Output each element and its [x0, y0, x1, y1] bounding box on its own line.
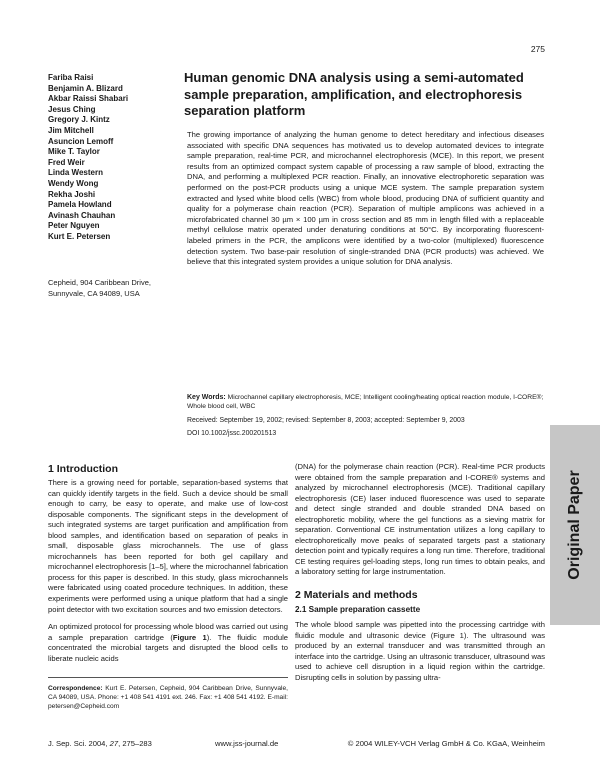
author-name: Rekha Joshi [48, 189, 96, 199]
cassette-heading: 2.1 Sample preparation cassette [295, 605, 421, 614]
author-name: Mike T. Taylor [48, 147, 100, 157]
correspondence-text: Kurt E. Petersen, Cepheid, 904 Caribbean Drive, Sunnyvale, CA 94089, USA. Phone: +1 408 541 4191 ext. 246. Fax: +1 408 541 4192. E-mail: petersen@Cepheid.com [48, 685, 288, 711]
right-paragraph-1: (DNA) for the polymerase chain reaction (PCR). Real-time PCR products were obtained from the sample preparation and I-CORE® systems and analyzed by microchannel electrophoresis (MCE). Traditional capillary electrophoresis (CE) laser induced fluorescence was used to separate and detect single stranded and double stranded DNA based on electrophoretic mobility, where the gel functions as a sieving matrix for separation. Conventional CE instrumentation utilizes a long capillary to electrophoretically move peaks of separated targets past a stationary detection point and typically requires a long run time. Therefore, traditional CE testing requires gel-loading steps, long run times to obtain peaks, and a laboratory setting for large instrumentation. [295, 462, 545, 577]
doi: DOI 10.1002/jssc.200201513 [187, 430, 277, 437]
author-list [48, 73, 178, 243]
footer-copyright: © 2004 WILEY-VCH Verlag GmbH & Co. KGaA, Weinheim [347, 739, 545, 748]
correspondence-note [48, 684, 288, 712]
figure-ref-link[interactable]: Figure 1 [172, 632, 207, 642]
keywords-label: Key Words: [187, 394, 226, 401]
author-name: Fred Weir [48, 157, 85, 167]
keywords-text: Microchannel capillary electrophoresis, MCE; Intelligent cooling/heating optical reaction module, I-CORE®; Whole blood cell, WBC [187, 394, 544, 411]
author-name: Benjamin A. Blizard [48, 83, 123, 93]
correspondence-label: Correspondence: [48, 685, 103, 692]
author-name: Wendy Wong [48, 178, 99, 188]
intro-text-b: ). The fluidic module concentrated the microbial targets and disrupted the blood cells to liberate nucleic acids [48, 632, 288, 663]
author-name: Jim Mitchell [48, 125, 94, 135]
footer-url[interactable]: www.jss-journal.de [215, 739, 279, 748]
author-name: Peter Nguyen [48, 221, 100, 231]
author-name: Akbar Raissi Shabari [48, 94, 129, 104]
intro-text-a: An optimized protocol for processing whole blood was carried out using a sample preparation cartridge ( [48, 622, 288, 642]
intro-paragraph-1: There is a growing need for portable, separation-based systems that can quickly identify targets in the field. Such a device should be small enough to carry, be easy to operate, and make use of low-cost disposable components. The significant steps in the development of such integrated systems are target purification and amplification from blood samples, and identification based on separation of peaks in small, disposable glass microchannels. The use of glass microchannels has been reported for both gel capillary and microchannel electrophoresis [1–5], where the microchannel fabrication process for this paper is described. In this study, glass microchannels were fabricated using coated procedure techniques. In addition, these experiments were performed using a unique platform that had a single point detector with two excitation sources and two emission detectors. [48, 478, 288, 614]
cassette-paragraph: The whole blood sample was pipetted into the processing cartridge with fluidic module and ultrasonic device (Figure 1). The ultrasound was produced by an external transducer and was transmitted through an interface into the cartridge. Using an ultrasonic transducer, ultrasound was used to achieve cell disruption in a liquid region within the cartridge. Disrupting cells in solution by passing ultra- [295, 620, 545, 682]
received-dates: Received: September 19, 2002; revised: September 8, 2003; accepted: September 9, 2003 [187, 417, 465, 424]
keywords [187, 393, 544, 411]
author-name: Kurt E. Petersen [48, 231, 111, 241]
abstract-text: The growing importance of analyzing the human genome to detect hereditary and infectious diseases associated with specific DNA sequences has motivated us to develop automated devices to integrate sample preparation, real-time PCR, and microchannel electrophoresis (MCE). In this report, we present results from an optimized compact system capable of processing a raw sample of blood, extracting the DNA, and performing a multiplexed PCR reaction. Finally, an innovative electrophoretic separation was performed on the post-PCR products using a unique MCE system. The sample preparation system extracted and lysed white blood cells (WBC) from whole blood, producing DNA of sufficient quantity and quality for a polymerase chain reaction (PCR). Separation of multiple amplicons was achieved in a microfabricated channel 30 µm × 100 µm in cross section and 85 mm in length filled with a replaceable methyl cellulose matrix operated under denaturing conditions at 50°C. By incorporating fluorescent-labeled primers in the PCR, the amplicons were identified by a two-color (multiplexed) fluorescence detection system. Two base-pair resolution of single-stranded DNA (PCR products) was achieved. We believe that this integrated system provides a unique solution for DNA analysis. [187, 130, 544, 267]
author-name: Linda Western [48, 168, 103, 178]
author-name: Gregory J. Kintz [48, 115, 110, 125]
author-name: Pamela Howland [48, 200, 112, 210]
intro-paragraph-2 [48, 622, 288, 664]
author-name: Avinash Chauhan [48, 210, 116, 220]
journal-citation: J. Sep. Sci. 2004, [48, 739, 110, 748]
footnote-divider [48, 677, 288, 678]
methods-heading: 2 Materials and methods [295, 589, 418, 601]
original-paper-tab [550, 425, 600, 625]
article-title: Human genomic DNA analysis using a semi-automated sample preparation, amplification, and electrophoresis separation platform [184, 70, 524, 118]
original-paper-label: Original Paper [566, 470, 583, 580]
author-address: Cepheid, 904 Caribbean Drive, Sunnyvale, CA 94089, USA [48, 278, 151, 298]
page-number: 275 [530, 44, 545, 54]
journal-pages: , 275–283 [118, 739, 152, 748]
intro-heading: 1 Introduction [48, 463, 118, 475]
author-name: Asuncion Lemoff [48, 136, 114, 146]
journal-volume: 27 [109, 739, 119, 748]
author-name: Jesus Ching [48, 104, 96, 114]
footer-journal [48, 739, 152, 748]
author-name: Fariba Raisi [48, 73, 94, 82]
